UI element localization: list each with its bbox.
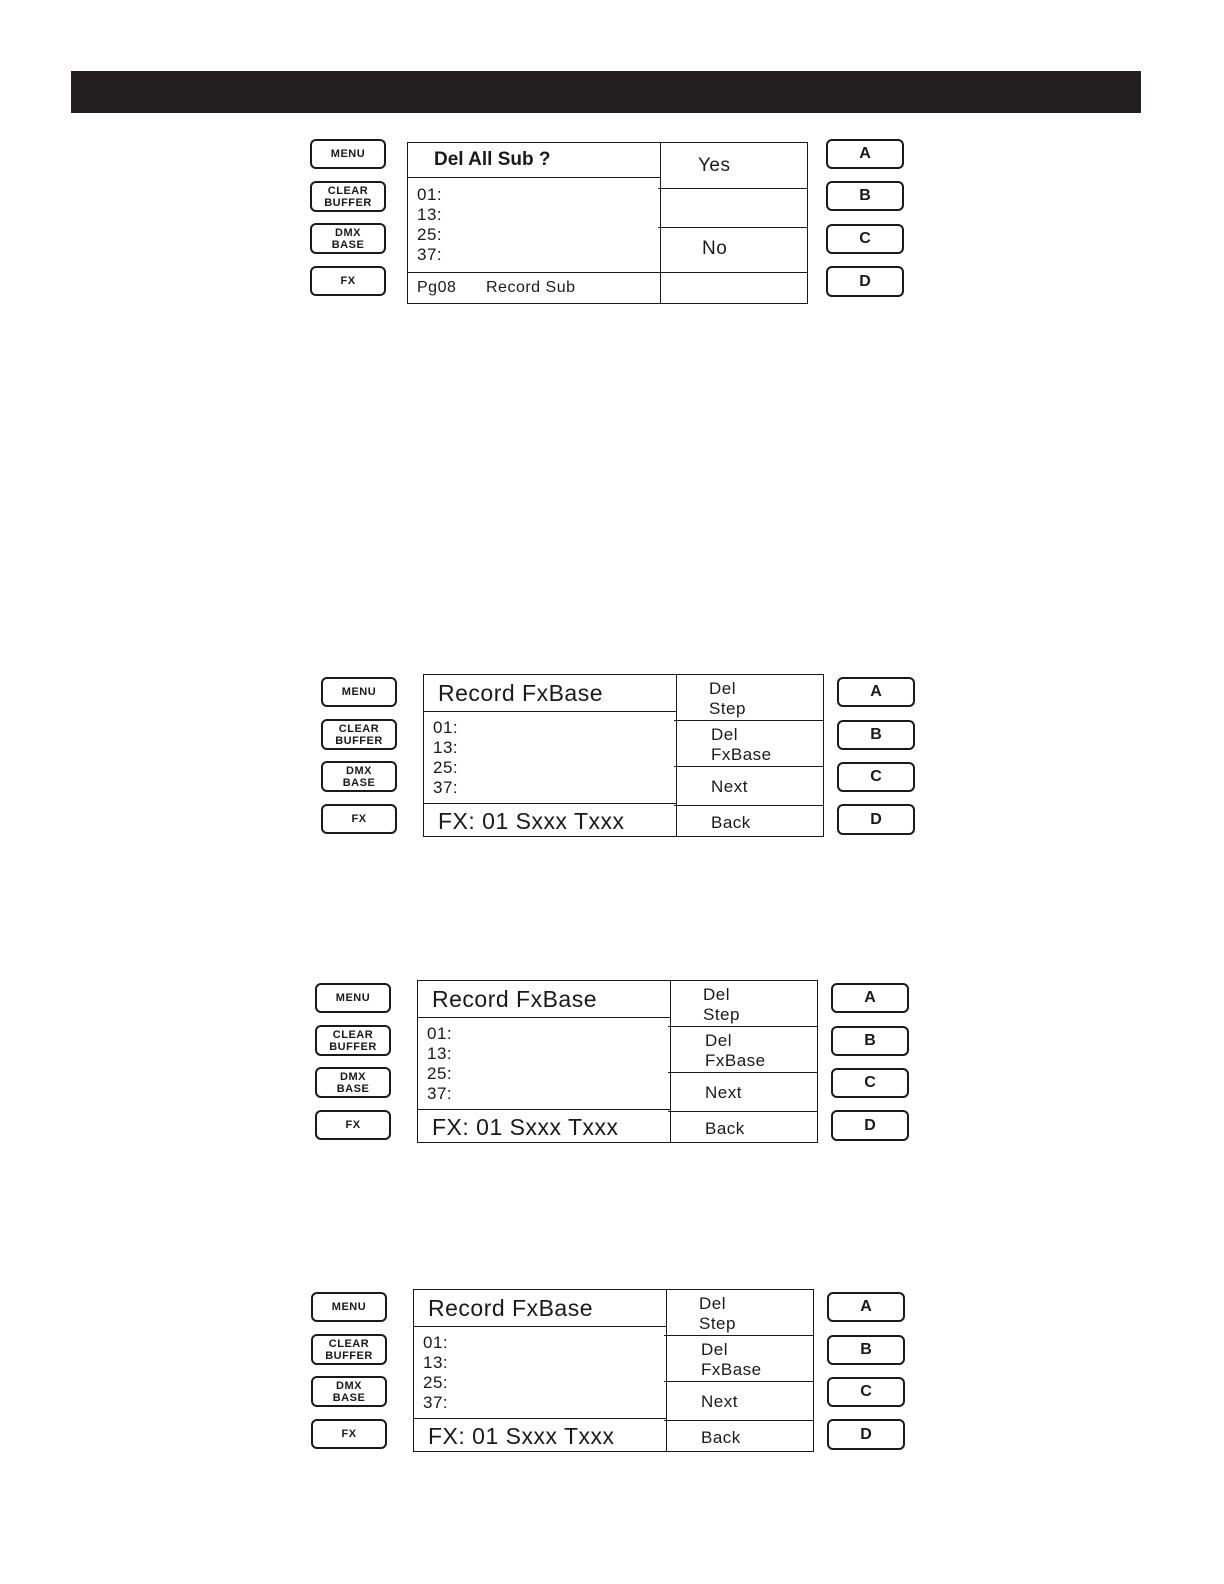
fx-button[interactable]: FX xyxy=(321,804,397,834)
menu-button[interactable]: MENU xyxy=(315,983,391,1013)
b-button[interactable]: B xyxy=(831,1026,909,1056)
fx-button[interactable]: FX xyxy=(315,1110,391,1140)
lcd-title xyxy=(408,143,660,178)
option-b: Del FxBase xyxy=(674,720,823,767)
dmx-base-button[interactable]: DMX BASE xyxy=(315,1067,391,1098)
row-13: 13: xyxy=(423,1353,449,1372)
option-a: Del Step xyxy=(674,675,823,721)
page-title: Record FxBase xyxy=(428,1295,594,1321)
lcd-screen xyxy=(407,142,808,304)
option-c: Next xyxy=(664,1381,813,1421)
clear-buffer-button[interactable]: CLEAR BUFFER xyxy=(315,1025,391,1056)
a-button[interactable]: A xyxy=(826,139,904,169)
panel-record-fxbase xyxy=(321,677,941,847)
lcd-options xyxy=(664,1290,813,1451)
lcd-main-area xyxy=(414,1290,667,1451)
b-button[interactable]: B xyxy=(826,181,904,211)
row-13: 13: xyxy=(427,1044,453,1063)
row-13: 13: xyxy=(433,738,459,757)
lcd-screen xyxy=(423,674,824,837)
menu-button[interactable]: MENU xyxy=(311,1292,387,1322)
panel-del-all-sub xyxy=(310,139,930,309)
footer-fx-status: FX: 01 Sxxx Txxx xyxy=(438,808,625,834)
option-a: Del Step xyxy=(668,981,817,1027)
lcd-footer xyxy=(418,1109,670,1142)
lcd-rows xyxy=(417,185,442,265)
d-button[interactable]: D xyxy=(826,266,904,297)
page-title: Del All Sub ? xyxy=(434,149,551,170)
option-d xyxy=(658,272,807,303)
row-25: 25: xyxy=(423,1373,449,1392)
dmx-base-button[interactable]: DMX BASE xyxy=(321,761,397,792)
option-c: No xyxy=(658,227,807,273)
fx-button[interactable]: FX xyxy=(311,1419,387,1449)
c-button[interactable]: C xyxy=(837,762,915,792)
lcd-footer xyxy=(408,272,660,303)
row-01: 01: xyxy=(433,718,459,737)
lcd-screen xyxy=(413,1289,814,1452)
footer-fx-status: FX: 01 Sxxx Txxx xyxy=(428,1423,615,1449)
a-button[interactable]: A xyxy=(831,983,909,1013)
row-01: 01: xyxy=(417,185,443,204)
fx-button[interactable]: FX xyxy=(310,266,386,296)
menu-button[interactable]: MENU xyxy=(321,677,397,707)
d-button[interactable]: D xyxy=(827,1419,905,1450)
row-25: 25: xyxy=(427,1064,453,1083)
option-c: Next xyxy=(674,766,823,806)
lcd-options xyxy=(668,981,817,1142)
a-button[interactable]: A xyxy=(827,1292,905,1322)
page-title: Record FxBase xyxy=(438,680,604,706)
panel-record-fxbase xyxy=(311,1292,931,1462)
row-01: 01: xyxy=(423,1333,449,1352)
row-13: 13: xyxy=(417,205,443,224)
lcd-rows xyxy=(427,1024,452,1104)
row-25: 25: xyxy=(417,225,443,244)
panel-record-fxbase xyxy=(315,983,935,1153)
lcd-main-area xyxy=(418,981,671,1142)
lcd-footer xyxy=(424,803,676,836)
option-b xyxy=(658,188,807,228)
clear-buffer-button[interactable]: CLEAR BUFFER xyxy=(310,181,386,212)
option-d: Back xyxy=(711,813,751,832)
option-c: Next xyxy=(668,1072,817,1112)
lcd-main-area xyxy=(424,675,677,836)
d-button[interactable]: D xyxy=(831,1110,909,1141)
lcd-rows xyxy=(423,1333,448,1413)
lcd-title xyxy=(424,675,676,712)
row-37: 37: xyxy=(427,1084,453,1103)
lcd-main-area xyxy=(408,143,661,303)
lcd-footer xyxy=(414,1418,666,1451)
option-d: Back xyxy=(701,1428,741,1447)
lcd-options xyxy=(674,675,823,836)
clear-buffer-button[interactable]: CLEAR BUFFER xyxy=(321,719,397,750)
d-button[interactable]: D xyxy=(837,804,915,835)
row-25: 25: xyxy=(433,758,459,777)
option-a: Yes xyxy=(658,143,807,189)
row-01: 01: xyxy=(427,1024,453,1043)
dmx-base-button[interactable]: DMX BASE xyxy=(311,1376,387,1407)
dmx-base-button[interactable]: DMX BASE xyxy=(310,223,386,254)
lcd-title xyxy=(414,1290,666,1327)
lcd-rows xyxy=(433,718,458,798)
option-b: Del FxBase xyxy=(668,1026,817,1073)
c-button[interactable]: C xyxy=(827,1377,905,1407)
c-button[interactable]: C xyxy=(826,224,904,254)
lcd-title xyxy=(418,981,670,1018)
b-button[interactable]: B xyxy=(827,1335,905,1365)
menu-button[interactable]: MENU xyxy=(310,139,386,169)
row-37: 37: xyxy=(423,1393,449,1412)
row-37: 37: xyxy=(433,778,459,797)
lcd-options xyxy=(658,143,807,303)
c-button[interactable]: C xyxy=(831,1068,909,1098)
clear-buffer-button[interactable]: CLEAR BUFFER xyxy=(311,1334,387,1365)
footer-mode: Record Sub xyxy=(486,279,576,296)
b-button[interactable]: B xyxy=(837,720,915,750)
a-button[interactable]: A xyxy=(837,677,915,707)
header-bar xyxy=(71,71,1141,113)
option-b: Del FxBase xyxy=(664,1335,813,1382)
row-37: 37: xyxy=(417,245,443,264)
option-a: Del Step xyxy=(664,1290,813,1336)
page-title: Record FxBase xyxy=(432,986,598,1012)
footer-fx-status: FX: 01 Sxxx Txxx xyxy=(432,1114,619,1140)
lcd-screen xyxy=(417,980,818,1143)
footer-page: Pg08 xyxy=(417,279,457,296)
option-d: Back xyxy=(705,1119,745,1138)
